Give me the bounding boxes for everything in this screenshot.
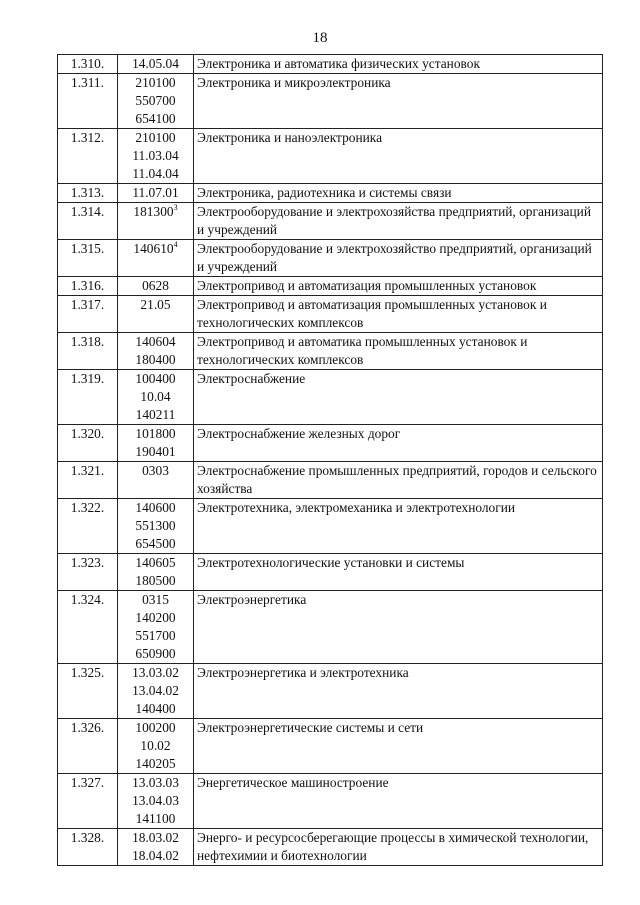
code-cell (118, 829, 194, 866)
code-cell (118, 774, 194, 829)
table-row (58, 203, 603, 240)
row-number: 1.312. (58, 129, 118, 184)
specialty-name: Электроснабжение (194, 370, 603, 425)
table-row (58, 55, 603, 74)
specialty-code-text: 0315 (142, 592, 169, 607)
table-row (58, 240, 603, 277)
row-number: 1.317. (58, 296, 118, 333)
specialty-name: Электротехнологические установки и системы (194, 554, 603, 591)
specialty-name: Электроснабжение промышленных предприятий, городов и сельского хозяйства (194, 462, 603, 499)
specialty-code-text: 13.03.02 (132, 665, 179, 680)
row-number: 1.326. (58, 719, 118, 774)
specialty-code (121, 388, 190, 406)
specialty-code-text: 551700 (135, 628, 176, 643)
row-number: 1.318. (58, 333, 118, 370)
table-body (58, 55, 603, 866)
specialty-code (121, 351, 190, 369)
table-row (58, 554, 603, 591)
specialty-code (121, 737, 190, 755)
specialty-code (121, 682, 190, 700)
row-number: 1.324. (58, 591, 118, 664)
specialty-code-text: 140605 (135, 555, 176, 570)
specialty-code-text: 13.04.02 (132, 683, 179, 698)
specialty-code-text: 180400 (135, 352, 176, 367)
specialty-code-text: 551300 (135, 518, 176, 533)
row-number: 1.323. (58, 554, 118, 591)
specialty-code (121, 700, 190, 718)
specialty-code (121, 425, 190, 443)
specialty-code (121, 165, 190, 183)
code-cell (118, 370, 194, 425)
specialty-code (121, 240, 190, 258)
code-cell (118, 240, 194, 277)
specialty-name: Электрооборудование и электрохозяйство предприятий, организаций и учреждений (194, 240, 603, 277)
code-cell (118, 277, 194, 296)
specialty-name: Электроэнергетические системы и сети (194, 719, 603, 774)
row-number: 1.316. (58, 277, 118, 296)
table-row (58, 277, 603, 296)
table-row (58, 296, 603, 333)
specialty-code-text: 550700 (135, 93, 176, 108)
specialty-code-text: 14.05.04 (132, 56, 179, 71)
specialty-code-text: 18.03.02 (132, 830, 179, 845)
specialty-code (121, 74, 190, 92)
specialty-code-text: 140211 (135, 407, 176, 422)
specialty-code (121, 443, 190, 461)
code-cell (118, 184, 194, 203)
specialty-code-text: 101800 (135, 426, 176, 441)
specialty-code (121, 829, 190, 847)
footnote-mark: 4 (173, 240, 178, 249)
table-row (58, 425, 603, 462)
table-row (58, 499, 603, 554)
specialty-name: Электроника и автоматика физических установок (194, 55, 603, 74)
specialty-code (121, 645, 190, 663)
specialty-code-text: 13.03.03 (132, 775, 179, 790)
specialty-code-text: 190401 (135, 444, 176, 459)
specialty-code (121, 370, 190, 388)
specialty-name: Электроника и микроэлектроника (194, 74, 603, 129)
table-row (58, 129, 603, 184)
specialty-code-text: 18.04.02 (132, 848, 179, 863)
specialty-code (121, 129, 190, 147)
specialty-code (121, 591, 190, 609)
specialty-code-text: 10.04 (140, 389, 171, 404)
specialty-code (121, 755, 190, 773)
table-row (58, 333, 603, 370)
specialty-code (121, 792, 190, 810)
row-number: 1.322. (58, 499, 118, 554)
specialty-code (121, 847, 190, 865)
specialty-code (121, 774, 190, 792)
table-row (58, 719, 603, 774)
specialty-code (121, 184, 190, 202)
specialty-code-text: 140600 (135, 500, 176, 515)
specialty-code-text: 181300 (133, 204, 174, 219)
specialty-name: Электропривод и автоматизация промышленных установок (194, 277, 603, 296)
specialty-code (121, 609, 190, 627)
footnote-mark: 3 (173, 203, 178, 212)
table-row (58, 184, 603, 203)
specialty-code (121, 535, 190, 553)
row-number: 1.311. (58, 74, 118, 129)
code-cell (118, 425, 194, 462)
specialty-code (121, 572, 190, 590)
specialty-code (121, 92, 190, 110)
page-number: 18 (312, 30, 328, 46)
specialty-code-text: 11.04.04 (132, 166, 179, 181)
code-cell (118, 554, 194, 591)
table-row (58, 462, 603, 499)
code-cell (118, 591, 194, 664)
specialty-code (121, 554, 190, 572)
specialty-code-text: 21.05 (140, 297, 171, 312)
specialty-code (121, 810, 190, 828)
specialty-code-text: 180500 (135, 573, 176, 588)
table-row (58, 591, 603, 664)
specialty-name: Электроэнергетика (194, 591, 603, 664)
specialty-name: Электроэнергетика и электротехника (194, 664, 603, 719)
specialty-code-text: 100200 (135, 720, 176, 735)
table-row (58, 370, 603, 425)
table-row (58, 74, 603, 129)
table-row (58, 664, 603, 719)
specialty-name: Электротехника, электромеханика и электротехнологии (194, 499, 603, 554)
row-number: 1.327. (58, 774, 118, 829)
row-number: 1.314. (58, 203, 118, 240)
specialty-code-text: 141100 (135, 811, 176, 826)
specialty-name: Электроника, радиотехника и системы связи (194, 184, 603, 203)
code-cell (118, 55, 194, 74)
specialty-code (121, 277, 190, 295)
specialty-code (121, 296, 190, 314)
specialty-code (121, 517, 190, 535)
specialty-name: Энерго- и ресурсосберегающие процессы в химической технологии, нефтехимии и биотехнологии (194, 829, 603, 866)
code-cell (118, 462, 194, 499)
specialty-table (57, 54, 603, 866)
code-cell (118, 74, 194, 129)
code-cell (118, 719, 194, 774)
specialty-code-text: 10.02 (140, 738, 171, 753)
specialty-code-text: 11.07.01 (132, 185, 179, 200)
specialty-code-text: 654100 (135, 111, 176, 126)
row-number: 1.315. (58, 240, 118, 277)
specialty-code-text: 210100 (135, 75, 176, 90)
row-number: 1.313. (58, 184, 118, 203)
specialty-code-text: 13.04.03 (132, 793, 179, 808)
code-cell (118, 203, 194, 240)
specialty-name: Энергетическое машиностроение (194, 774, 603, 829)
code-cell (118, 499, 194, 554)
code-cell (118, 296, 194, 333)
row-number: 1.328. (58, 829, 118, 866)
specialty-code (121, 110, 190, 128)
code-cell (118, 129, 194, 184)
specialty-code-text: 210100 (135, 130, 176, 145)
table-row (58, 774, 603, 829)
table-row (58, 829, 603, 866)
row-number: 1.321. (58, 462, 118, 499)
specialty-code-text: 100400 (135, 371, 176, 386)
specialty-name: Электропривод и автоматика промышленных установок и технологических комплексов (194, 333, 603, 370)
specialty-code-text: 11.03.04 (132, 148, 179, 163)
specialty-code-text: 140200 (135, 610, 176, 625)
specialty-code (121, 719, 190, 737)
row-number: 1.310. (58, 55, 118, 74)
specialty-code (121, 627, 190, 645)
specialty-code-text: 654500 (135, 536, 176, 551)
specialty-code-text: 0303 (142, 463, 169, 478)
specialty-code (121, 55, 190, 73)
specialty-code (121, 147, 190, 165)
specialty-code-text: 140604 (135, 334, 176, 349)
specialty-code (121, 203, 190, 221)
specialty-code-text: 0628 (142, 278, 169, 293)
specialty-name: Электропривод и автоматизация промышленных установок и технологических комплексов (194, 296, 603, 333)
row-number: 1.325. (58, 664, 118, 719)
code-cell (118, 664, 194, 719)
specialty-name: Электроснабжение железных дорог (194, 425, 603, 462)
specialty-code-text: 140610 (133, 241, 174, 256)
specialty-code (121, 499, 190, 517)
row-number: 1.320. (58, 425, 118, 462)
code-cell (118, 333, 194, 370)
specialty-code-text: 650900 (135, 646, 176, 661)
specialty-name: Электрооборудование и электрохозяйства предприятий, организаций и учреждений (194, 203, 603, 240)
specialty-code-text: 140205 (135, 756, 176, 771)
row-number: 1.319. (58, 370, 118, 425)
specialty-code (121, 333, 190, 351)
specialty-code (121, 462, 190, 480)
specialty-name: Электроника и наноэлектроника (194, 129, 603, 184)
specialty-code (121, 664, 190, 682)
specialty-code-text: 140400 (135, 701, 176, 716)
specialty-code (121, 406, 190, 424)
